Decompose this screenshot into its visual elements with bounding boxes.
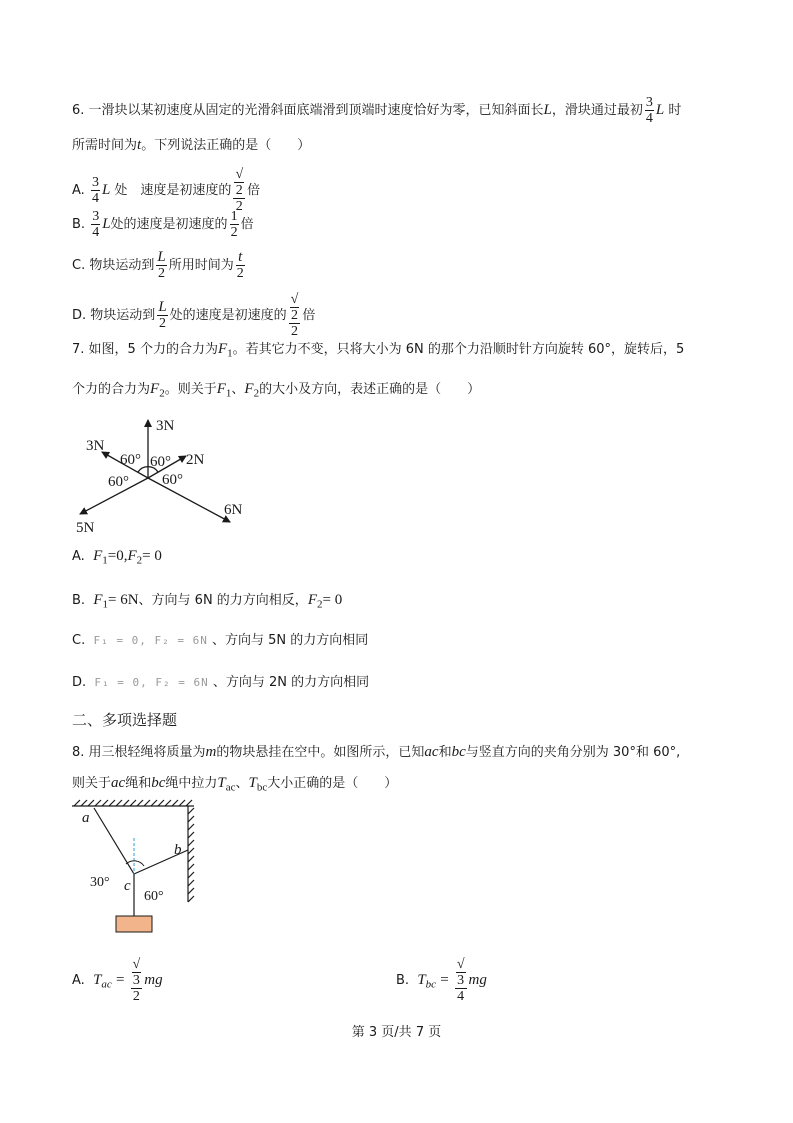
option-text: 倍 (302, 308, 316, 323)
q8-stem-line1 (72, 744, 680, 761)
numerator (455, 957, 467, 989)
var-L: L (655, 102, 665, 118)
q7-stem-line1 (72, 341, 684, 362)
equation-image: F₁ = 0, F₂ = 6N (94, 676, 209, 689)
q8-stem-text: 绳中拉力 (165, 776, 218, 791)
label-a: a (82, 810, 90, 826)
option-text: 物块运动到 (89, 258, 155, 273)
q8-stem-text: 则关于 (72, 776, 112, 791)
var-T: T (93, 972, 102, 988)
equation: =0, (107, 548, 128, 564)
q6-stem-text: 所需时间为 (72, 138, 138, 153)
option-text: 倍 (240, 217, 254, 232)
q6-stem-line1 (72, 95, 681, 126)
q6-option-a (72, 167, 260, 214)
fraction-3-4 (645, 95, 654, 126)
fraction-sqrt2-2 (233, 167, 245, 214)
label-angle-2: 60° (150, 454, 171, 470)
force-diagram (70, 410, 260, 535)
equals: = (115, 972, 125, 988)
option-text: 、方向与 2N 的力方向相同 (212, 675, 370, 690)
label-c: c (124, 878, 131, 894)
option-label: B. (72, 217, 86, 232)
var-t: t (137, 137, 142, 153)
var-T: T (248, 775, 257, 791)
fraction-sqrt3-2 (131, 957, 143, 1004)
option-label: D. (72, 675, 87, 690)
label-b: b (174, 842, 182, 858)
q8-stem-line2 (72, 775, 397, 796)
q7-stem-text: 。若其它力不变，只将大小为 6N 的那个力沿顺时针方向旋转 60°，旋转后，5 (232, 342, 685, 357)
var-m: m (205, 744, 217, 760)
subscript: 1 (225, 387, 232, 400)
fraction-L-2 (157, 300, 167, 331)
label-5n: 5N (76, 520, 95, 535)
option-label: C. (72, 258, 86, 273)
denominator: 2 (230, 225, 238, 240)
q8-stem-text: 绳和 (125, 776, 152, 791)
subscript: 1 (227, 347, 233, 360)
option-label: A. (72, 549, 85, 564)
radicand: 3 (132, 973, 140, 988)
option-label: A. (72, 973, 85, 988)
option-text: 所用时间为 (168, 258, 234, 273)
q6-option-b (72, 208, 254, 241)
q7-stem-text: 。则关于 (164, 382, 217, 397)
q6-stem-text: ，滑块通过最初 (551, 103, 643, 118)
q6-option-d (72, 292, 315, 339)
option-text: 、方向与 5N 的力方向相同 (211, 633, 369, 648)
option-label: A. (72, 183, 85, 198)
fraction-1-2 (230, 209, 239, 240)
q7-stem-text: 的大小及方向，表述正确的是（ ） (259, 382, 481, 397)
var-bc: bc (451, 744, 466, 760)
rope-ac (94, 808, 134, 874)
label-30: 30° (90, 875, 110, 890)
q6-stem-text: 时 (668, 103, 682, 118)
q7-stem-text: 7. 如图，5 个力的合力为 (72, 342, 218, 357)
numerator: L (158, 299, 167, 315)
ceiling-hatch (74, 800, 192, 806)
var-mg: mg (144, 972, 163, 988)
denominator: 4 (457, 989, 465, 1004)
subscript: bc (256, 781, 268, 794)
var-F: F (216, 381, 226, 397)
denominator: 4 (645, 111, 653, 126)
numerator: 3 (92, 209, 100, 224)
subscript: 2 (159, 387, 165, 400)
numerator: 1 (230, 209, 238, 224)
numerator (131, 957, 143, 989)
equation-image: F₁ = 0, F₂ = 6N (93, 634, 208, 647)
subscript: bc (425, 978, 437, 991)
subscript: 1 (102, 554, 108, 567)
numerator: L (157, 249, 166, 265)
denominator: 2 (158, 316, 166, 331)
option-text: 处的速度是初速度的 (169, 308, 287, 323)
var-F: F (93, 548, 103, 564)
option-text: 物块运动到 (90, 308, 156, 323)
option-label: B. (396, 973, 410, 988)
q8-option-b (396, 957, 487, 1004)
var-F: F (127, 548, 137, 564)
q7-option-d (72, 675, 369, 691)
q6-stem-line2 (72, 137, 310, 154)
var-T: T (417, 972, 426, 988)
q6-option-c (72, 250, 247, 282)
subscript: 2 (316, 598, 323, 611)
subscript: ac (225, 781, 236, 794)
q8-stem-text: 、 (235, 776, 249, 791)
var-ac: ac (424, 744, 439, 760)
var-mg: mg (468, 972, 487, 988)
sqrt-sign: √ (235, 167, 244, 182)
subscript: 2 (136, 554, 143, 567)
fraction-L-2 (156, 250, 166, 281)
var-F: F (93, 592, 103, 608)
q6-stem-text: 6. 一滑块以某初速度从固定的光滑斜面底端滑到顶端时速度恰好为零，已知斜面长 (72, 103, 544, 118)
var-L: L (101, 182, 111, 198)
q8-option-a (72, 957, 163, 1004)
subscript: 2 (253, 387, 260, 400)
option-text: 处的速度是初速度的 (110, 217, 228, 232)
radicand: 3 (457, 973, 465, 988)
denominator: 2 (291, 324, 299, 339)
q7-option-a (72, 548, 162, 569)
numerator: 3 (91, 175, 99, 190)
fraction-3-4 (91, 175, 100, 206)
q8-stem-text: 的物块悬挂在空中。如图所示，已知 (216, 745, 425, 760)
denominator: 2 (158, 266, 166, 281)
sqrt-sign: √ (290, 292, 299, 307)
label-3n-top: 3N (156, 418, 175, 434)
label-angle-4: 60° (162, 472, 183, 488)
var-L: L (102, 216, 111, 232)
subscript: 1 (102, 598, 108, 611)
var-F: F (307, 592, 317, 608)
numerator: 3 (645, 95, 653, 110)
subscript: ac (101, 978, 112, 991)
denominator: 2 (132, 989, 140, 1004)
var-bc: bc (151, 775, 166, 791)
fraction-sqrt3-4 (455, 957, 467, 1004)
label-6n: 6N (224, 502, 243, 518)
var-L: L (543, 102, 552, 118)
numerator (233, 167, 245, 199)
var-F: F (150, 381, 160, 397)
radicand: 2 (235, 183, 243, 198)
option-text: 处 速度是初速度的 (114, 183, 232, 198)
q8-stem-text: 8. 用三根轻绳将质量为 (72, 745, 206, 760)
denominator: 2 (235, 199, 243, 214)
label-3n-left: 3N (86, 438, 105, 454)
fraction-sqrt2-2 (289, 292, 301, 339)
label-60: 60° (144, 889, 164, 904)
rope-diagram (72, 798, 202, 938)
numerator: t (236, 250, 245, 266)
numerator (289, 292, 301, 324)
fraction-t-2 (236, 250, 245, 281)
option-label: C. (72, 633, 86, 648)
wall-hatch (188, 808, 194, 902)
q6-stem-text: 。下列说法正确的是（ ） (141, 138, 311, 153)
fraction-3-4 (91, 209, 100, 240)
denominator: 4 (92, 225, 100, 240)
label-angle-3: 60° (108, 474, 129, 490)
var-F: F (217, 341, 228, 357)
q8-stem-text: 和 (438, 745, 452, 760)
denominator: 2 (236, 266, 244, 281)
var-F: F (244, 381, 254, 397)
sqrt-sign: √ (132, 957, 141, 972)
equation: = 6N (108, 592, 139, 608)
q7-stem-text: 、 (231, 382, 245, 397)
option-label: B. (72, 593, 86, 608)
q7-option-c (72, 633, 368, 649)
var-ac: ac (111, 775, 126, 791)
q8-stem-text: 大小正确的是（ ） (267, 776, 398, 791)
block (116, 916, 152, 932)
var-T: T (217, 775, 226, 791)
denominator: 4 (91, 191, 99, 206)
sqrt-sign: √ (456, 957, 465, 972)
option-label: D. (72, 308, 87, 323)
page-footer: 第 3 页/共 7 页 (351, 1025, 442, 1040)
q7-stem-text: 个力的合力为 (72, 382, 151, 397)
q7-stem-line2 (72, 381, 480, 402)
q8-stem-text: 与竖直方向的夹角分别为 30°和 60°, (465, 745, 681, 760)
label-2n: 2N (186, 452, 205, 468)
equation: = 0 (322, 592, 343, 608)
q7-option-b (72, 592, 342, 613)
option-text: 、方向与 6N 的力方向相反， (138, 593, 308, 608)
equation: = 0 (142, 548, 162, 564)
label-angle-1: 60° (120, 452, 141, 468)
radicand: 2 (291, 308, 299, 323)
option-text: 倍 (247, 183, 261, 198)
section-title: 二、多项选择题 (72, 711, 178, 729)
equals: = (440, 972, 449, 988)
force-6n (148, 478, 230, 522)
